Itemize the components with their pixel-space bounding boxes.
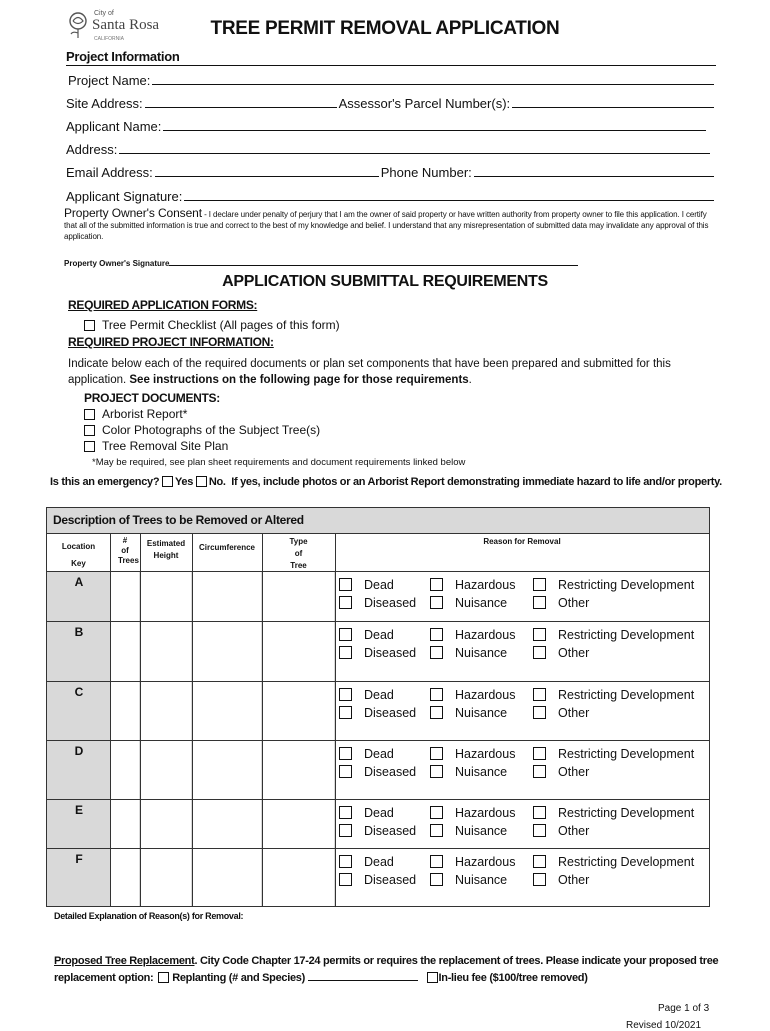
table-col-divider [335,534,336,906]
location-key: D [74,744,84,758]
table-input-cell[interactable] [111,800,139,848]
reason-hazardous-checkbox[interactable] [430,628,443,641]
assessor-label: Assessor's Parcel Number(s): [338,96,511,111]
doc-checkbox[interactable] [84,441,95,452]
doc-label: Tree Removal Site Plan [102,439,229,453]
requirements-note: *May be required, see plan sheet requirements and document requirements linked below [92,457,466,468]
doc-item [84,439,228,453]
reason-hazardous-checkbox[interactable] [430,688,443,701]
docs-heading: PROJECT DOCUMENTS: [84,391,220,405]
reason-restricting-label: Restricting Development [558,578,695,592]
table-input-cell[interactable] [263,800,334,848]
table-row-divider [47,848,709,849]
reason-option [430,804,515,822]
logo-tagline: CALIFORNIA [94,36,125,42]
table-input-cell[interactable] [193,849,261,906]
replacement-text: . City Code Chapter 17-24 permits or requires the replacement of trees. Please indicate your proposed tree replacement option: [54,955,719,984]
contact-row [66,162,716,180]
reason-dead-checkbox[interactable] [339,855,352,868]
reason-nuisance-label: Nuisance [455,596,508,610]
doc-label: Color Photographs of the Subject Tree(s) [102,423,321,437]
column-header: # of Trees [118,536,139,565]
reason-other-label: Other [558,706,590,720]
reason-option [533,804,694,822]
replanting-label: Replanting (# and Species) [172,972,305,984]
table-input-cell[interactable] [111,849,139,906]
reason-dead-checkbox[interactable] [339,806,352,819]
reason-other-checkbox[interactable] [533,873,546,886]
reason-option [339,804,394,822]
reason-nuisance-label: Nuisance [455,824,508,838]
table-col-divider [262,534,263,906]
reason-option [430,871,507,889]
reason-diseased-label: Diseased [364,596,417,610]
reason-option [339,822,416,840]
reason-option [533,576,694,594]
reason-option [533,822,589,840]
column-header: Reason for Removal [483,537,561,546]
reason-diseased-checkbox[interactable] [339,706,352,719]
reason-diseased-checkbox[interactable] [339,646,352,659]
reason-option [533,763,589,781]
checklist-checkbox[interactable] [84,320,95,331]
reason-option [339,745,394,763]
emergency-yes-checkbox[interactable] [162,476,173,487]
reason-restricting-label: Restricting Development [558,855,695,869]
inlieu-label: In-lieu fee ($100/tree removed) [438,972,588,984]
reason-nuisance-label: Nuisance [455,873,508,887]
site-address-label: Site Address: [66,96,143,111]
instruction-end: . [468,374,472,386]
emergency-label: Is this an emergency? [50,476,162,488]
table-heading: Description of Trees to be Removed or Altered [47,508,709,534]
applicant-name-label: Applicant Name: [66,119,162,134]
reason-option [430,576,515,594]
table-input-cell[interactable] [193,622,261,681]
applicant-name-field[interactable] [66,116,708,134]
table-input-cell[interactable] [141,800,191,848]
reason-hazardous-label: Hazardous [455,747,516,761]
location-key: E [74,803,83,817]
table-row-divider [47,681,709,682]
table-input-cell[interactable] [111,741,139,799]
reason-diseased-checkbox[interactable] [339,596,352,609]
reason-diseased-checkbox[interactable] [339,765,352,778]
reason-nuisance-checkbox[interactable] [430,596,443,609]
email-label: Email Address: [66,165,153,180]
phone-label: Phone Number: [380,165,472,180]
reason-hazardous-label: Hazardous [455,628,516,642]
page-number: Page 1 of 3 [658,1003,710,1014]
requirements-title: APPLICATION SUBMITTAL REQUIREMENTS [222,273,548,290]
reason-diseased-label: Diseased [364,706,417,720]
reason-hazardous-label: Hazardous [455,688,516,702]
reason-option [430,644,507,662]
reason-other-checkbox[interactable] [533,824,546,837]
reason-other-label: Other [558,765,590,779]
reason-option [533,626,694,644]
reason-dead-checkbox[interactable] [339,578,352,591]
consent-heading: Property Owner's Consent [64,206,202,220]
reason-option [430,853,515,871]
table-input-cell[interactable] [141,849,191,906]
column-header: Estimated Height [146,539,186,560]
reason-dead-label: Dead [364,855,394,869]
location-key: F [75,852,83,866]
logo-city-of: City of [94,10,114,17]
reason-option [430,704,507,722]
reason-dead-checkbox[interactable] [339,688,352,701]
location-key: B [74,625,84,639]
reason-hazardous-checkbox[interactable] [430,806,443,819]
reason-nuisance-checkbox[interactable] [430,824,443,837]
reason-option [430,745,515,763]
table-col-divider [110,534,111,906]
reason-other-checkbox[interactable] [533,646,546,659]
replanting-checkbox[interactable] [158,972,169,983]
reason-option [339,871,416,889]
column-header: Circumference [198,543,256,552]
email-field[interactable] [155,175,379,177]
emergency-no-label: No. [208,476,226,488]
reason-option [339,576,394,594]
reason-restricting-checkbox[interactable] [533,747,546,760]
reason-hazardous-label: Hazardous [455,806,516,820]
table-input-cell[interactable] [263,682,334,740]
location-key: A [74,575,84,589]
column-header: Type of Tree [289,537,308,570]
project-name-label: Project Name: [68,73,151,88]
reason-dead-checkbox[interactable] [339,628,352,641]
reason-restricting-label: Restricting Development [558,806,695,820]
applicant-signature-field[interactable] [66,186,716,204]
reason-option [339,644,416,662]
reason-dead-label: Dead [364,747,394,761]
table-input-cell[interactable] [193,800,261,848]
table-input-cell[interactable] [263,622,334,681]
reason-other-checkbox[interactable] [533,596,546,609]
reason-other-label: Other [558,824,590,838]
doc-label: Arborist Report* [102,407,188,421]
reason-option [533,853,694,871]
table-input-cell[interactable] [141,622,191,681]
table-row-divider [47,740,709,741]
reason-option [430,686,515,704]
reason-other-label: Other [558,646,590,660]
owner-consent [64,208,720,242]
reason-option [339,626,394,644]
reason-restricting-checkbox[interactable] [533,688,546,701]
reason-restricting-label: Restricting Development [558,688,695,702]
table-input-cell[interactable] [141,682,191,740]
emergency-yes-label: Yes [175,476,194,488]
logo-name: Santa Rosa [92,17,160,33]
reason-other-label: Other [558,873,590,887]
owner-signature-field[interactable] [64,259,578,268]
reason-other-checkbox[interactable] [533,765,546,778]
location-key: C [74,685,84,699]
detailed-explanation-label: Detailed Explanation of Reason(s) for Removal: [54,911,244,921]
assessor-field[interactable] [512,106,714,108]
reason-nuisance-checkbox[interactable] [430,706,443,719]
site-address-row [66,93,716,111]
page-title: TREE PERMIT REMOVAL APPLICATION [210,18,560,39]
phone-field[interactable] [474,175,714,177]
site-address-field[interactable] [145,106,337,108]
reason-diseased-label: Diseased [364,646,417,660]
table-input-cell[interactable] [193,682,261,740]
reason-dead-label: Dead [364,578,394,592]
reason-dead-label: Dead [364,628,394,642]
reason-restricting-checkbox[interactable] [533,628,546,641]
checklist-item [84,318,340,332]
reason-option [339,704,416,722]
reason-hazardous-checkbox[interactable] [430,855,443,868]
table-input-cell[interactable] [141,741,191,799]
instruction-text [68,356,708,388]
reason-option [430,822,507,840]
reason-option [430,594,507,612]
reason-other-checkbox[interactable] [533,706,546,719]
table-row-divider [47,799,709,800]
table-input-cell[interactable] [263,572,334,621]
reason-diseased-checkbox[interactable] [339,873,352,886]
reason-hazardous-label: Hazardous [455,855,516,869]
column-header: Location Key [61,542,96,568]
reason-dead-checkbox[interactable] [339,747,352,760]
table-col-divider [192,534,193,906]
reason-option [339,686,394,704]
reason-option [339,853,394,871]
reason-diseased-label: Diseased [364,824,417,838]
reason-diseased-checkbox[interactable] [339,824,352,837]
owner-signature-label: Property Owner's Signature [64,259,170,268]
reason-dead-label: Dead [364,688,394,702]
reason-hazardous-checkbox[interactable] [430,578,443,591]
table-row-divider [47,571,709,572]
applicant-signature-label: Applicant Signature: [66,189,183,204]
table-col-divider [140,534,141,906]
reason-hazardous-checkbox[interactable] [430,747,443,760]
reason-nuisance-checkbox[interactable] [430,765,443,778]
table-input-cell[interactable] [263,849,334,906]
reason-nuisance-checkbox[interactable] [430,873,443,886]
reason-restricting-checkbox[interactable] [533,578,546,591]
reason-option [533,871,589,889]
reason-nuisance-checkbox[interactable] [430,646,443,659]
doc-item [84,423,320,437]
info-heading: REQUIRED PROJECT INFORMATION: [68,335,274,349]
table-input-cell[interactable] [193,741,261,799]
doc-checkbox[interactable] [84,425,95,436]
reason-option [533,745,694,763]
reason-restricting-label: Restricting Development [558,628,695,642]
emergency-text: If yes, include photos or an Arborist Report demonstrating immediate hazard to life and/or property. [231,476,722,488]
reason-option [533,644,589,662]
instruction-main: Indicate below each of the required documents or plan set components that have been prepared and submitted for this application. [68,358,671,386]
reason-dead-label: Dead [364,806,394,820]
replanting-field[interactable] [308,970,418,981]
table-input-cell[interactable] [141,572,191,621]
reason-restricting-checkbox[interactable] [533,806,546,819]
reason-option [430,763,507,781]
project-info-heading: Project Information [66,49,716,66]
instruction-bold: See instructions on the following page for those requirements [129,374,469,386]
table-input-cell[interactable] [111,682,139,740]
reason-option [533,686,694,704]
doc-item [84,407,187,421]
revised-date: Revised 10/2021 [626,1020,702,1031]
trees-table [46,507,710,907]
reason-nuisance-label: Nuisance [455,706,508,720]
address-field[interactable] [66,139,712,157]
reason-restricting-label: Restricting Development [558,747,695,761]
address-label: Address: [66,142,118,157]
table-input-cell[interactable] [193,572,261,621]
reason-option [339,763,416,781]
reason-hazardous-label: Hazardous [455,578,516,592]
inlieu-checkbox[interactable] [427,972,438,983]
reason-nuisance-label: Nuisance [455,646,508,660]
replacement-section [54,953,744,987]
reason-option [533,594,589,612]
replacement-lead: Proposed Tree Replacement [54,955,195,967]
doc-checkbox[interactable] [84,409,95,420]
table-input-cell[interactable] [263,741,334,799]
reason-restricting-checkbox[interactable] [533,855,546,868]
reason-diseased-label: Diseased [364,765,417,779]
reason-option [339,594,416,612]
table-input-cell[interactable] [111,572,139,621]
reason-option [430,626,515,644]
emergency-no-checkbox[interactable] [196,476,207,487]
table-input-cell[interactable] [111,622,139,681]
checklist-label: Tree Permit Checklist (All pages of this form) [102,318,340,332]
reason-other-label: Other [558,596,590,610]
project-name-field[interactable] [68,70,716,88]
emergency-question [50,474,740,490]
reason-option [533,704,589,722]
reason-nuisance-label: Nuisance [455,765,508,779]
consent-text: - I declare under penalty of perjury that I am the owner of said property or have written authority from property owner to file this application. I certify that all of the submitted information is true and correct to the best of my knowledge and belief. I understand that any misrepresentation of submitted data may invalidate any approval of this application. [64,210,709,241]
table-row-divider [47,621,709,622]
reason-diseased-label: Diseased [364,873,417,887]
forms-heading: REQUIRED APPLICATION FORMS: [68,298,258,312]
